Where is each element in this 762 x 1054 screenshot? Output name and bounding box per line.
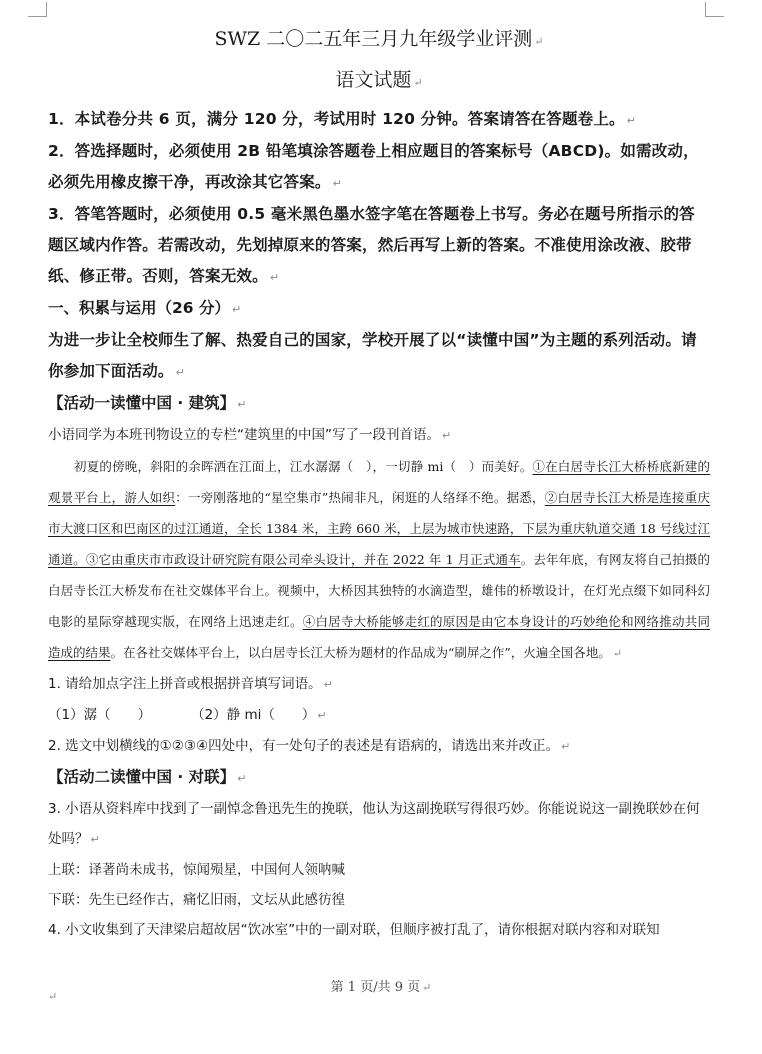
question-2: 2. 选文中划横线的①②③④四处中，有一处句子的表述是有语病的，请选出来并改正。 ↵ — [48, 738, 571, 754]
underlined-sentence-4: ④白居寺大桥能够走红的原因是由它本身设计的巧妙绝伦和网络推动共同造成的结果 — [48, 614, 710, 660]
instruction-1: 1．本试卷分共 6 页，满分 120 分，考试用时 120 分钟。答案请答在答题卷上。 ↵ — [48, 110, 637, 128]
underlined-sentence-2: ②白居寺长江大桥是连接重庆市大渡口区和巴南区的过江通道，全长 1384 米，主跨 660 米，上层为城市快速路，下层为重庆轨道交通 18 号线过江通道。 — [48, 490, 710, 567]
question-1-option-1: （1）潺（ ） — [48, 707, 152, 723]
underlined-sentence-1: ①在白居寺长江大桥桥底新建的观景平台上，游人如织 — [48, 459, 710, 505]
exam-subtitle: 语文试题 ↵ — [335, 69, 423, 91]
section-intro: 为进一步让全校师生了解、热爱自己的国家，学校开展了以“读懂中国”为主题的系列活动。请你参加下面活动。 ↵ — [48, 331, 697, 380]
instruction-3: 3．答笔答题时，必须使用 0.5 毫米黑色墨水签字笔在答题卷上书写。务必在题号所指示的答题区域内作答。若需改动，先划掉原来的答案，然后再写上新的答案。不准使用涂改液、胶带纸、修正带。否则，答案无效。 ↵ — [48, 205, 695, 285]
section-heading: 一、积累与运用（26 分） ↵ — [48, 299, 242, 317]
couplet-lower: 下联：先生已经作古，痛忆旧雨，文坛从此感彷徨 — [48, 892, 345, 908]
activity-2-heading: 【活动二读懂中国 · 对联】 ↵ — [48, 768, 247, 786]
couplet-upper: 上联：译著尚未成书，惊闻殒星，中国何人领呐喊 — [48, 862, 345, 878]
activity-1-heading: 【活动一读懂中国 · 建筑】 ↵ — [48, 394, 247, 412]
instruction-2: 2．答选择题时，必须使用 2B 铅笔填涂答题卷上相应题目的答案标号（ABCD)。如需改动，必须先用橡皮擦干净，再改涂其它答案。 ↵ — [48, 142, 699, 191]
activity-1-lead: 小语同学为本班刊物设立的专栏“建筑里的中国”写了一段刊首语。 ↵ — [48, 427, 452, 443]
crop-mark-top-left — [28, 2, 47, 17]
question-3: 3. 小语从资料库中找到了一副悼念鲁迅先生的挽联，他认为这副挽联写得很巧妙。你能说说这一副挽联妙在何处吗？ ↵ — [48, 801, 700, 847]
reading-passage: 初夏的傍晚，斜阳的余晖洒在江面上，江水潺潺（ ），一切静 mi（ ）而美好。①在白居寺长江大桥桥底新建的观景平台上，游人如织：一旁刚落地的“星空集市”热闹非凡，闲逛的人络绎不绝。据悉，②白居寺长江大桥是连接重庆市大渡口区和巴南区的过江通道，全长 1384 米，主跨 660 米，上层为城市快速路，下层为重庆轨道交通 18 号线过江通道。③它由重庆市市政设计研究院有限公司牵头设计，并在 2022 年 1 月正式通车。去年年底，有网友将自己拍摄的白居寺长江大桥发布在社交媒体平台上。视频中，大桥因其独特的水滴造型，雄伟的桥墩设计，在灯光点缀下如同科幻电影的星际穿越现实版，在网络上迅速走红。④白居寺大桥能够走红的原因是由它本身设计的巧妙绝伦和网络推动共同造成的结果。在各社交媒体平台上，以白居寺长江大桥为题材的作品成为“刷屏之作”，火遍全国各地。 ↵ — [48, 459, 710, 660]
underlined-sentence-3: ③它由重庆市市政设计研究院有限公司牵头设计，并在 2022 年 1 月正式通车 — [85, 552, 521, 567]
document-page — [48, 24, 710, 945]
question-4: 4. 小文收集到了天津梁启超故居“饮冰室”中的一副对联，但顺序被打乱了，请你根据对联内容和对联知 — [48, 922, 660, 938]
paragraph-mark: ↵ — [48, 990, 58, 1003]
question-1: 1. 请给加点字注上拼音或根据拼音填写词语。 ↵ — [48, 676, 333, 692]
crop-mark-top-right — [705, 2, 724, 17]
exam-title: SWZ 二〇二五年三月九年级学业评测 ↵ — [214, 28, 544, 50]
page-footer: 第 1 页/共 9 页 ↵ — [330, 980, 432, 995]
question-1-options: （1）潺（ ） （2）静 mi（ ） ↵ — [48, 707, 327, 723]
question-1-option-2: （2）静 mi（ ） — [191, 707, 316, 723]
